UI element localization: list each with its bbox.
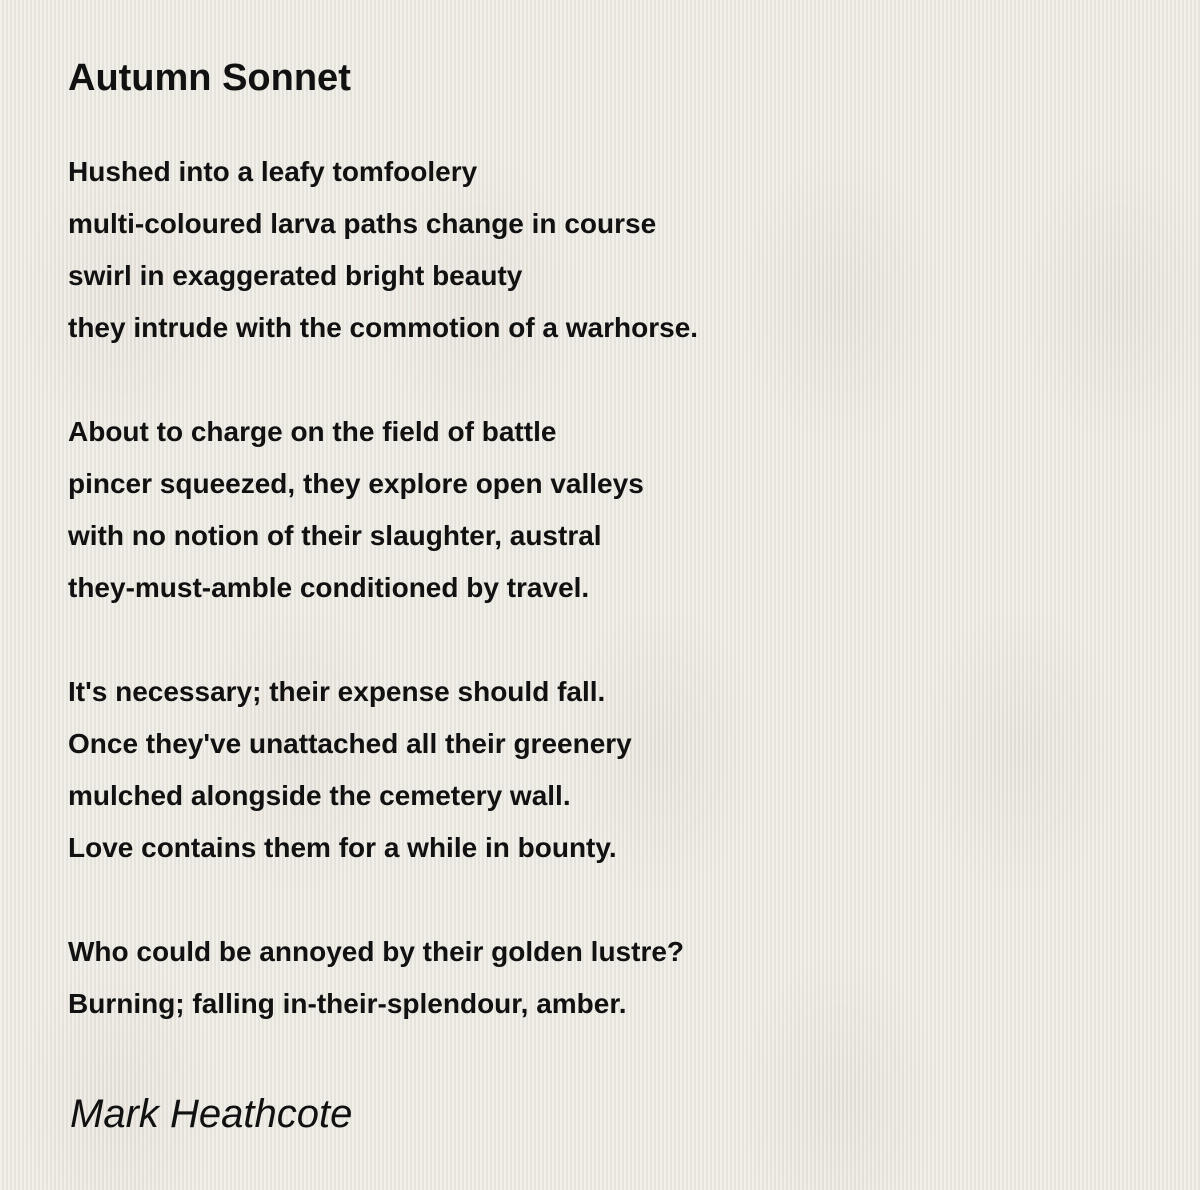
- poem-line: Once they've unattached all their greenery: [68, 728, 632, 759]
- poem-title: Autumn Sonnet: [68, 57, 351, 99]
- poem-line: with no notion of their slaughter, austral: [68, 520, 602, 551]
- poem-line: Who could be annoyed by their golden lustre?: [68, 936, 685, 967]
- poem-line: Burning; falling in-their-splendour, amber.: [68, 988, 627, 1019]
- stanza-3: [68, 666, 1148, 874]
- poem-container: [68, 52, 1148, 1082]
- stanza-4: [68, 926, 1148, 1030]
- poem-author: Mark Heathcote: [70, 1092, 353, 1136]
- poem-body: [68, 146, 1148, 1030]
- poem-line: Love contains them for a while in bounty.: [68, 832, 617, 863]
- poem-line: swirl in exaggerated bright beauty: [68, 260, 523, 291]
- poem-line: they-must-amble conditioned by travel.: [68, 572, 590, 603]
- poem-line: multi-coloured larva paths change in course: [68, 208, 657, 239]
- poem-line: pincer squeezed, they explore open valleys: [68, 468, 644, 499]
- poem-line: About to charge on the field of battle: [68, 416, 557, 447]
- poem-line: It's necessary; their expense should fall.: [68, 676, 606, 707]
- poem-line: mulched alongside the cemetery wall.: [68, 780, 571, 811]
- poem-line: they intrude with the commotion of a warhorse.: [68, 312, 699, 343]
- stanza-2: [68, 406, 1148, 614]
- stanza-1: [68, 146, 1148, 354]
- poem-line: Hushed into a leafy tomfoolery: [68, 156, 478, 187]
